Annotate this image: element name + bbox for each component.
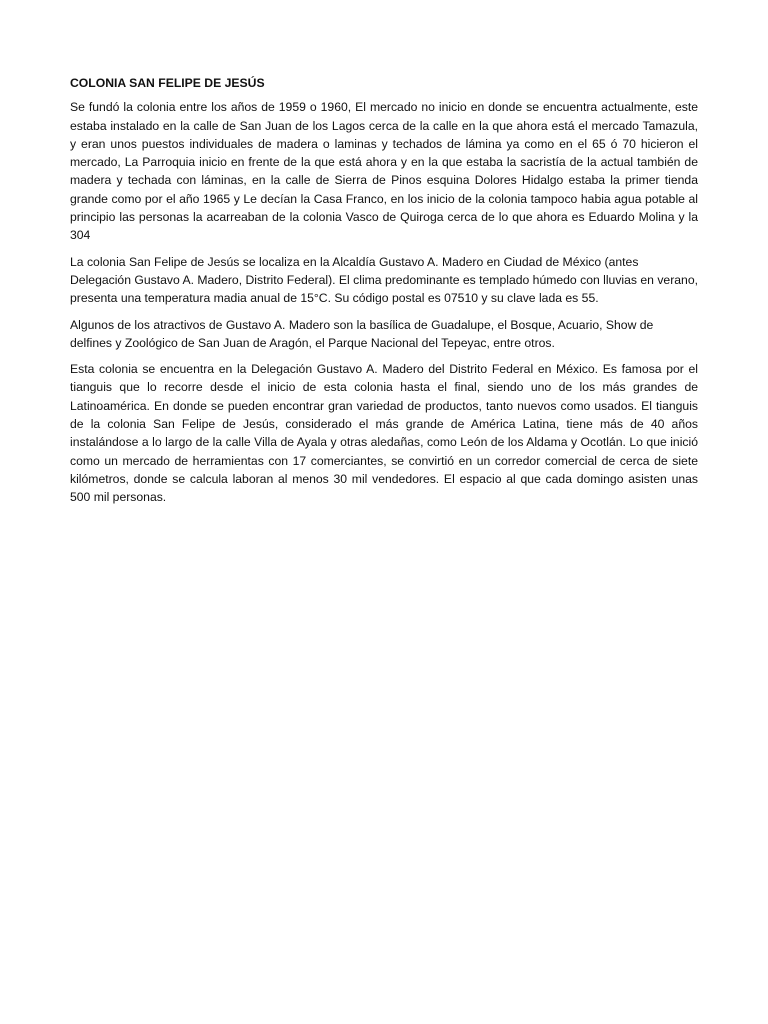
paragraph-location: La colonia San Felipe de Jesús se localiza en la Alcaldía Gustavo A. Madero en Ciudad de México (antes Delegación Gustavo A. Madero, Distrito Federal). El clima predominante es templado húmedo con lluvias en verano, presenta una temperatura madia anual de 15°C. Su código postal es 07510 y su clave lada es 55. bbox=[70, 254, 698, 306]
paragraph-tianguis: Esta colonia se encuentra en la Delegación Gustavo A. Madero del Distrito Federal en México. Es famosa por el tianguis que lo recorre desde el inicio de esta colonia hasta el final, siendo uno de los más grandes de Latinoamérica. En donde se pueden encontrar gran variedad de productos, tanto nuevos como usados. El tianguis de la colonia San Felipe de Jesús, considerado el más grande de América Latina, tiene más de 40 años instalándose a lo largo de la calle Villa de Ayala y otras aledañas, como León de los Aldama y Ocotlán. Lo que inició como un mercado de herramientas con 17 comerciantes, se convirtió en un corredor comercial de cerca de siete kilómetros, donde se calcula laboran al menos 30 mil vendedores. El espacio al que cada domingo asisten unas 500 mil personas. bbox=[70, 362, 698, 505]
paragraph-history: Se fundó la colonia entre los años de 1959 o 1960, El mercado no inicio en donde se encuentra actualmente, este estaba instalado en la calle de San Juan de los Lagos cerca de la calle en la que ahora está el mercado Tamazula, y eran unos puestos individuales de madera o laminas y techados de lámina ya como en el 65 ó 70 hicieron el mercado, La Parroquia inicio en frente de la que está ahora y en la que estaba la sacristía de la actual también de madera y techada con láminas, en la calle de Sierra de Pinos esquina Dolores Hidalgo estaba la primer tienda grande como por el año 1965 y Le decían la Casa Franco, en los inicio de la colonia tampoco habia agua potable al principio las personas la acarreaban de la colonia Vasco de Quiroga cerca de lo que ahora es Eduardo Molina y la 304 bbox=[70, 100, 698, 243]
paragraph-attractions: Algunos de los atractivos de Gustavo A. Madero son la basílica de Guadalupe, el Bosque, Acuario, Show de delfines y Zoológico de San Juan de Aragón, el Parque Nacional del Tepeyac, entre otros. bbox=[70, 317, 654, 350]
document-title: COLONIA SAN FELIPE DE JESÚS bbox=[70, 76, 265, 90]
